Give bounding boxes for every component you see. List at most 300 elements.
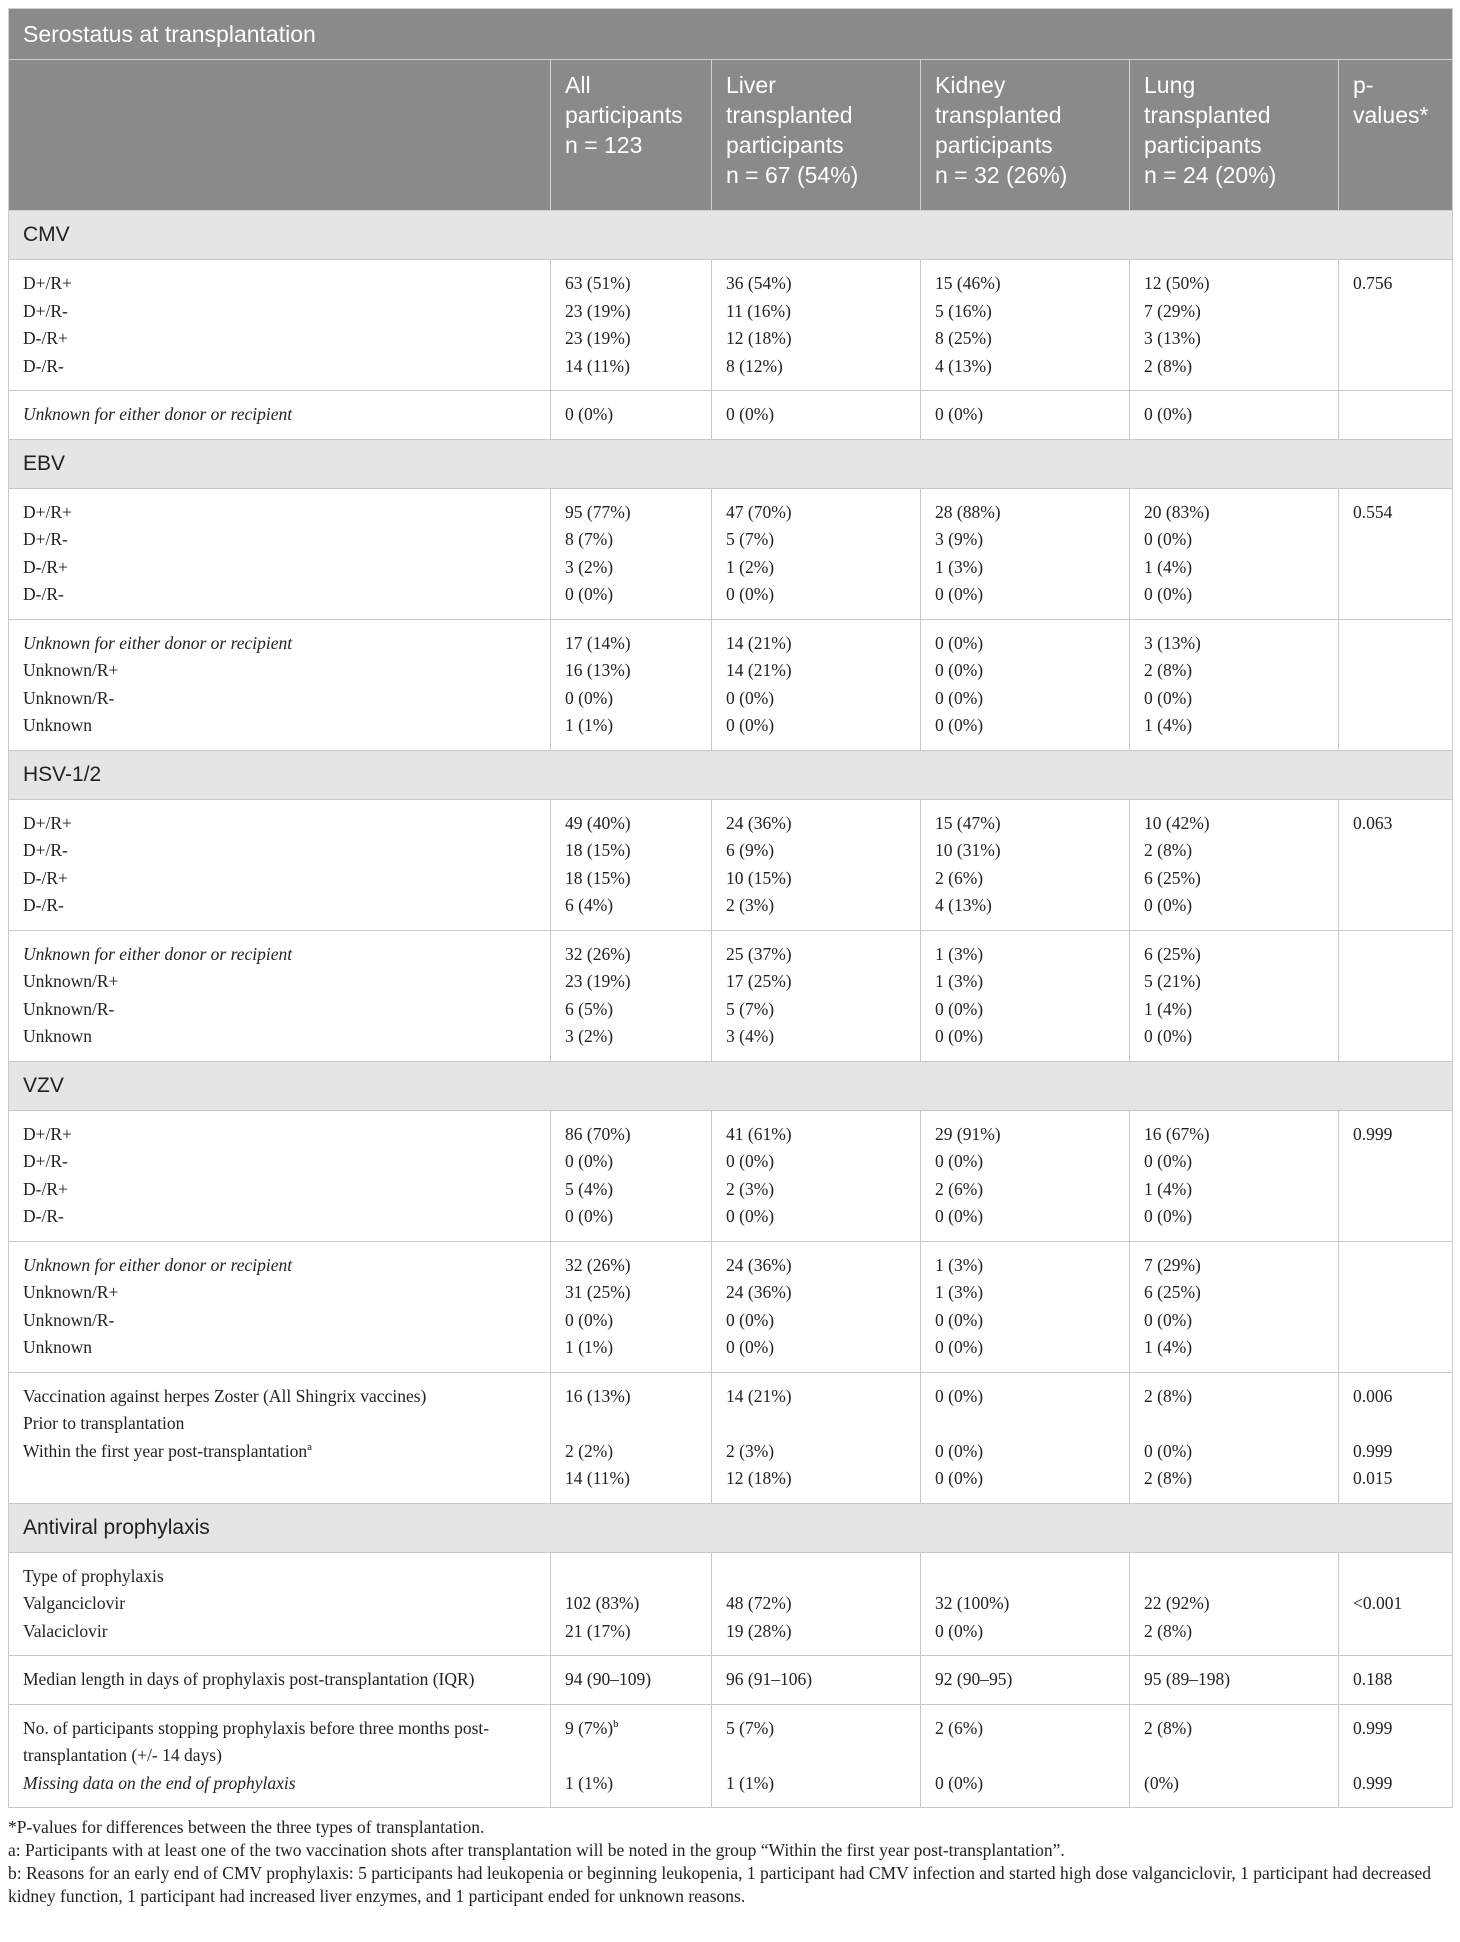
- cell-line: 1 (4%): [1144, 1337, 1193, 1357]
- cell-line: 28 (88%): [935, 501, 1001, 522]
- header-p-values: [1339, 60, 1453, 211]
- cell-line: 95 (77%): [565, 501, 631, 522]
- cmv-unknown-p: [1339, 391, 1453, 440]
- cell-line: [1353, 1618, 1438, 1646]
- hsv-unknown-labels: [9, 930, 551, 1061]
- cell-line: [726, 1563, 906, 1591]
- vzv-unknown-p: [1339, 1241, 1453, 1372]
- cell-line: 5 (21%): [1144, 971, 1201, 991]
- cell-line: 0 (0%): [935, 1772, 984, 1793]
- cell-line: 0 (0%): [565, 1309, 614, 1330]
- hsv-all: [551, 799, 712, 930]
- cell-line: 0.006: [1353, 1385, 1393, 1406]
- cell-line: 0 (0%): [935, 1385, 984, 1406]
- cell-line: 18 (15%): [565, 867, 631, 888]
- cell-line: 0 (0%): [1144, 1309, 1193, 1330]
- cell-line: D+/R+: [23, 273, 72, 293]
- vaccination-prior-label: Prior to transplantation: [23, 1413, 185, 1433]
- table-row: [9, 488, 1453, 619]
- cell-line: 24 (36%): [726, 1282, 792, 1302]
- cell-line: 32 (26%): [565, 943, 631, 964]
- cell-line: 102 (83%): [565, 1593, 640, 1613]
- cell-line: D-/R-: [23, 584, 64, 604]
- cell-line: 6 (25%): [1144, 1282, 1201, 1302]
- cell-line: 0 (0%): [935, 687, 984, 708]
- cell-line: 1 (3%): [935, 971, 984, 991]
- vzv-unknown-liver: [712, 1241, 921, 1372]
- hsv-unknown-p: [1339, 930, 1453, 1061]
- cell-line: D-/R+: [23, 1178, 68, 1199]
- vzv-unknown-kidney: [921, 1241, 1130, 1372]
- ebv-kidney: [921, 488, 1130, 619]
- hsv-unknown-liver: [712, 930, 921, 1061]
- cell-line: participants: [565, 102, 683, 128]
- cell-line: D+/R-: [23, 300, 68, 321]
- cell-line: Type of prophylaxis: [23, 1565, 164, 1586]
- cell-line: 12 (18%): [726, 328, 792, 348]
- cell-line: 49 (40%): [565, 812, 631, 833]
- cell-line: 0.999: [1353, 1772, 1393, 1793]
- cell-line: Unknown/R-: [23, 998, 115, 1019]
- cell-line: D-/R+: [23, 328, 68, 348]
- cell-line: 0 (0%): [1144, 584, 1193, 604]
- cmv-liver: [712, 260, 921, 391]
- cell-line: 16 (67%): [1144, 1123, 1210, 1144]
- cell-line: Unknown/R+: [23, 660, 119, 680]
- cell-line: 3 (13%): [1144, 632, 1201, 653]
- table-container: [8, 8, 1452, 1908]
- vaccination-label: Vaccination against herpes Zoster (All Shingrix vaccines): [23, 1385, 427, 1406]
- median-length-p: 0.188: [1339, 1656, 1453, 1705]
- cell-line: 0.999: [1353, 1717, 1393, 1738]
- cell-line: 0 (0%): [726, 1151, 775, 1171]
- cell-line: 2 (8%): [1144, 1620, 1193, 1641]
- cmv-unknown-all: 0 (0%): [551, 391, 712, 440]
- cell-line: D-/R+: [23, 867, 68, 888]
- table-row: [9, 619, 1453, 750]
- cell-line: D-/R+: [23, 556, 68, 577]
- cell-line: 1 (1%): [565, 715, 614, 735]
- ebv-labels: [9, 488, 551, 619]
- stopping-p: [1339, 1704, 1453, 1808]
- cell-line: 8 (12%): [726, 355, 783, 376]
- cell-gap: [565, 1410, 697, 1438]
- missing-all-value: 1 (1%): [565, 1772, 614, 1793]
- cell-line: Lung: [1144, 72, 1196, 98]
- hsv-p: [1339, 799, 1453, 930]
- cell-line: 25 (37%): [726, 943, 792, 964]
- cmv-all: [551, 260, 712, 391]
- cell-line: 2 (3%): [726, 1178, 775, 1199]
- vzv-kidney: [921, 1110, 1130, 1241]
- cell-line: n = 24 (20%): [1144, 162, 1277, 188]
- vaccination-all: [551, 1372, 712, 1503]
- cell-line: 8 (25%): [935, 328, 992, 348]
- cell-line: 14 (21%): [726, 1385, 792, 1406]
- section-cmv: CMV: [9, 211, 1453, 260]
- prophylaxis-type-lung: [1130, 1552, 1339, 1656]
- cell-line: Unknown/R-: [23, 687, 115, 708]
- table-row: [9, 1656, 1453, 1705]
- table-row: [9, 1552, 1453, 1656]
- vaccination-kidney: [921, 1372, 1130, 1503]
- hsv-unknown-kidney: [921, 930, 1130, 1061]
- cell-line: 0 (0%): [935, 632, 984, 653]
- cell-line: 1 (4%): [1144, 556, 1193, 577]
- header-all-participants: [551, 60, 712, 211]
- cell-line: 63 (51%): [565, 273, 631, 293]
- cell-line: 15 (46%): [935, 273, 1001, 293]
- cell-line: Unknown for either donor or recipient: [23, 1254, 293, 1275]
- footnote-pvalues: *P-values for differences between the three types of transplantation.: [8, 1817, 485, 1837]
- cell-line: Valaciclovir: [23, 1620, 108, 1641]
- table-row: [9, 1241, 1453, 1372]
- cell-line: 16 (13%): [565, 660, 631, 680]
- stopping-all-value: [565, 1715, 697, 1743]
- footnote-b: b: Reasons for an early end of CMV prophylaxis: 5 participants had leukopenia or beginning leukopenia, 1 participant had CMV infection and started high dose valganciclovir, 1 participant had decreased kidney function, 1 participant had increased liver enzymes, and 1 participant ended for unknown reasons.: [8, 1863, 1432, 1906]
- cell-line: 36 (54%): [726, 273, 792, 293]
- cell-line: 17 (25%): [726, 971, 792, 991]
- stopping-kidney: [921, 1704, 1130, 1808]
- vzv-p: [1339, 1110, 1453, 1241]
- cell-line: 10 (31%): [935, 840, 1001, 860]
- cell-line: 23 (19%): [565, 971, 631, 991]
- prophylaxis-type-labels: [9, 1552, 551, 1656]
- cell-line: 0 (0%): [935, 1309, 984, 1330]
- cell-line: 0 (0%): [935, 660, 984, 680]
- cell-gap: [1144, 1742, 1324, 1770]
- ebv-unknown-all: [551, 619, 712, 750]
- cell-line: D+/R-: [23, 529, 68, 549]
- cell-line: 0 (0%): [726, 1337, 775, 1357]
- cell-line: 0 (0%): [935, 1151, 984, 1171]
- table-title: Serostatus at transplantation: [9, 9, 1453, 60]
- cell-line: 5 (16%): [935, 300, 992, 321]
- cell-line: 1 (4%): [1144, 1178, 1193, 1199]
- stopping-labels: [9, 1704, 551, 1808]
- hsv-liver: [712, 799, 921, 930]
- cell-line: 5 (7%): [726, 998, 775, 1019]
- cell-gap: [935, 1410, 1115, 1438]
- cell-line: Unknown for either donor or recipient: [23, 943, 293, 964]
- cell-line: 0 (0%): [935, 1440, 984, 1461]
- cell-line: 2 (8%): [1144, 1385, 1193, 1406]
- vaccination-p: [1339, 1372, 1453, 1503]
- vzv-labels: [9, 1110, 551, 1241]
- cmv-unknown-label: Unknown for either donor or recipient: [9, 391, 551, 440]
- cell-line: 2 (8%): [1144, 840, 1193, 860]
- cell-line: D+/R-: [23, 840, 68, 860]
- cell-line: 0 (0%): [726, 687, 775, 708]
- ebv-all: [551, 488, 712, 619]
- header-kidney: [921, 60, 1130, 211]
- cell-line: participants: [726, 132, 844, 158]
- cell-line: 0 (0%): [565, 584, 614, 604]
- cell-line: 1 (1%): [726, 1772, 775, 1793]
- cell-line: 14 (11%): [565, 1468, 630, 1488]
- cell-line: 14 (21%): [726, 660, 792, 680]
- median-length-kidney: 92 (90–95): [921, 1656, 1130, 1705]
- cell-line: 0 (0%): [565, 1206, 614, 1226]
- footnote-a: a: Participants with at least one of the two vaccination shots after transplantation will be noted in the group “Within the first year post-transplantation”.: [8, 1840, 1065, 1860]
- cmv-p: [1339, 260, 1453, 391]
- table-row: [9, 391, 1453, 440]
- cell-line: 24 (36%): [726, 812, 792, 833]
- cell-line: 1 (3%): [935, 943, 984, 964]
- table-row: [9, 1110, 1453, 1241]
- cell-line: Unknown/R+: [23, 971, 119, 991]
- cell-line: 6 (25%): [1144, 943, 1201, 964]
- cell-line: 1 (3%): [935, 1282, 984, 1302]
- cell-line: 3 (9%): [935, 529, 984, 549]
- cell-gap: [1144, 1410, 1324, 1438]
- cell-line: 48 (72%): [726, 1593, 792, 1613]
- cell-line: 19 (28%): [726, 1620, 792, 1641]
- prophylaxis-type-liver: [712, 1552, 921, 1656]
- cell-line: D-/R-: [23, 895, 64, 915]
- cell-line: 1 (3%): [935, 1254, 984, 1275]
- median-length-lung: 95 (89–198): [1130, 1656, 1339, 1705]
- cell-line: 1 (4%): [1144, 998, 1193, 1019]
- cell-line: 7 (29%): [1144, 300, 1201, 321]
- cell-line: 0.554: [1353, 501, 1393, 522]
- cell-line: 14 (21%): [726, 632, 792, 653]
- cell-line: 47 (70%): [726, 501, 792, 522]
- vzv-unknown-all: [551, 1241, 712, 1372]
- cell-line: p-: [1353, 72, 1374, 98]
- hsv-kidney: [921, 799, 1130, 930]
- cell-line: 0 (0%): [1144, 1440, 1193, 1461]
- cell-line: 6 (5%): [565, 998, 614, 1019]
- cell-line: 2 (8%): [1144, 1468, 1193, 1488]
- prophylaxis-type-all: [551, 1552, 712, 1656]
- stopping-lung: [1130, 1704, 1339, 1808]
- cell-line: transplanted: [726, 102, 853, 128]
- cell-line: 10 (15%): [726, 867, 792, 888]
- cell-line: 41 (61%): [726, 1123, 792, 1144]
- ebv-liver: [712, 488, 921, 619]
- cell-line: Unknown: [23, 715, 93, 735]
- cell-line: 0 (0%): [935, 1620, 984, 1641]
- median-length-liver: 96 (91–106): [712, 1656, 921, 1705]
- cell-line: 0 (0%): [935, 998, 984, 1019]
- cell-line: 32 (100%): [935, 1593, 1010, 1613]
- cell-line: 0 (0%): [726, 584, 775, 604]
- vaccination-within-text: Within the first year post-transplantation: [23, 1440, 308, 1461]
- cell-line: Kidney: [935, 72, 1006, 98]
- cell-line: participants: [935, 132, 1053, 158]
- cell-line: 0 (0%): [1144, 529, 1193, 549]
- vaccination-liver: [712, 1372, 921, 1503]
- cmv-unknown-lung: 0 (0%): [1130, 391, 1339, 440]
- cell-line: 2 (3%): [726, 895, 775, 915]
- cell-line: 0.015: [1353, 1468, 1393, 1488]
- cell-line: 2 (8%): [1144, 355, 1193, 376]
- vzv-unknown-labels: [9, 1241, 551, 1372]
- cell-line: Unknown: [23, 1026, 93, 1046]
- section-hsv: HSV-1/2: [9, 750, 1453, 799]
- cmv-unknown-liver: 0 (0%): [712, 391, 921, 440]
- cell-line: Unknown: [23, 1337, 93, 1357]
- table-row: [9, 799, 1453, 930]
- cell-line: 0 (0%): [1144, 895, 1193, 915]
- cell-line: 8 (7%): [565, 529, 614, 549]
- cell-line: 4 (13%): [935, 895, 992, 915]
- cell-line: transplanted: [935, 102, 1062, 128]
- cell-line: 14 (11%): [565, 355, 630, 376]
- stopping-label: No. of participants stopping prophylaxis before three months post-transplantation (+/- 14 days): [23, 1717, 490, 1765]
- cell-line: 2 (6%): [935, 867, 984, 888]
- cell-line: [565, 1563, 697, 1591]
- hsv-unknown-all: [551, 930, 712, 1061]
- prophylaxis-type-p: [1339, 1552, 1453, 1656]
- header-liver: [712, 60, 921, 211]
- cell-line: (0%): [1144, 1772, 1179, 1793]
- footnotes: [8, 1816, 1452, 1908]
- ebv-unknown-labels: [9, 619, 551, 750]
- table-row: [9, 260, 1453, 391]
- cell-line: 0 (0%): [1144, 1151, 1193, 1171]
- cell-line: 16 (13%): [565, 1385, 631, 1406]
- cell-line: 2 (8%): [1144, 660, 1193, 680]
- cell-line: 2 (2%): [565, 1440, 614, 1461]
- cell-line: [1353, 1563, 1438, 1591]
- cell-line: 10 (42%): [1144, 812, 1210, 833]
- cell-line: 86 (70%): [565, 1123, 631, 1144]
- cell-line: 3 (4%): [726, 1026, 775, 1046]
- cell-line: D+/R+: [23, 1123, 72, 1144]
- serostatus-table: [8, 8, 1453, 1808]
- cell-line: Unknown/R-: [23, 1309, 115, 1330]
- cell-line: 1 (3%): [935, 556, 984, 577]
- median-length-all: 94 (90–109): [551, 1656, 712, 1705]
- table-row: [9, 1704, 1453, 1808]
- cell-line: 23 (19%): [565, 328, 631, 348]
- hsv-unknown-lung: [1130, 930, 1339, 1061]
- ebv-unknown-lung: [1130, 619, 1339, 750]
- cell-line: 2 (3%): [726, 1440, 775, 1461]
- cell-line: 0 (0%): [1144, 687, 1193, 708]
- cell-line: 3 (2%): [565, 1026, 614, 1046]
- cell-line: Unknown for either donor or recipient: [23, 632, 293, 653]
- vaccination-labels: [9, 1372, 551, 1503]
- cell-line: <0.001: [1353, 1593, 1403, 1613]
- cell-line: 24 (36%): [726, 1254, 792, 1275]
- cell-line: 1 (4%): [1144, 715, 1193, 735]
- vaccination-lung: [1130, 1372, 1339, 1503]
- footnote-b-marker: b: [613, 1717, 619, 1730]
- cell-line: 0.999: [1353, 1440, 1393, 1461]
- cell-gap: [726, 1742, 906, 1770]
- cell-line: 0.063: [1353, 812, 1393, 833]
- cell-line: 0 (0%): [935, 1206, 984, 1226]
- cell-line: 31 (25%): [565, 1282, 631, 1302]
- hsv-lung: [1130, 799, 1339, 930]
- cell-line: 3 (13%): [1144, 328, 1201, 348]
- cell-line: 12 (18%): [726, 1468, 792, 1488]
- cell-line: 0 (0%): [935, 584, 984, 604]
- cell-line: D+/R+: [23, 812, 72, 833]
- cell-line: 5 (7%): [726, 529, 775, 549]
- cell-line: Unknown/R+: [23, 1282, 119, 1302]
- cell-line: 1 (2%): [726, 556, 775, 577]
- hsv-labels: [9, 799, 551, 930]
- ebv-unknown-liver: [712, 619, 921, 750]
- cell-line: 6 (9%): [726, 840, 775, 860]
- cell-line: 29 (91%): [935, 1123, 1001, 1144]
- cell-line: 2 (8%): [1144, 1717, 1193, 1738]
- cell-line: values*: [1353, 102, 1429, 128]
- ebv-unknown-p: [1339, 619, 1453, 750]
- cell-line: 15 (47%): [935, 812, 1001, 833]
- cmv-unknown-kidney: 0 (0%): [921, 391, 1130, 440]
- cell-line: 0 (0%): [935, 715, 984, 735]
- cell-gap: [726, 1410, 906, 1438]
- cell-line: n = 32 (26%): [935, 162, 1068, 188]
- cell-line: 23 (19%): [565, 300, 631, 321]
- cell-line: 0 (0%): [935, 1337, 984, 1357]
- cell-line: transplanted: [1144, 102, 1271, 128]
- stopping-liver: [712, 1704, 921, 1808]
- cell-line: 11 (16%): [726, 300, 791, 321]
- cell-line: D+/R-: [23, 1151, 68, 1171]
- cell-line: D-/R-: [23, 1206, 64, 1226]
- stopping-all: [551, 1704, 712, 1808]
- section-ebv: EBV: [9, 439, 1453, 488]
- cell-line: 7 (29%): [1144, 1254, 1201, 1275]
- cell-line: 0 (0%): [1144, 1206, 1193, 1226]
- stopping-all-text: 9 (7%): [565, 1717, 614, 1738]
- table-row: [9, 930, 1453, 1061]
- cell-line: 4 (13%): [935, 355, 992, 376]
- cell-line: 17 (14%): [565, 632, 631, 653]
- section-antiviral: Antiviral prophylaxis: [9, 1503, 1453, 1552]
- ebv-unknown-kidney: [921, 619, 1130, 750]
- cell-line: 5 (7%): [726, 1717, 775, 1738]
- cell-line: 20 (83%): [1144, 501, 1210, 522]
- cell-line: 21 (17%): [565, 1620, 631, 1641]
- cell-line: 0.756: [1353, 273, 1393, 293]
- section-vzv: VZV: [9, 1061, 1453, 1110]
- vzv-liver: [712, 1110, 921, 1241]
- header-lung: [1130, 60, 1339, 211]
- cell-line: 0 (0%): [726, 1206, 775, 1226]
- cell-line: 0 (0%): [726, 1309, 775, 1330]
- cell-line: 2 (6%): [935, 1717, 984, 1738]
- cell-line: 6 (25%): [1144, 867, 1201, 888]
- cell-line: 5 (4%): [565, 1178, 614, 1199]
- cell-line: 0 (0%): [935, 1468, 984, 1488]
- cell-line: D-/R-: [23, 355, 64, 376]
- cell-line: n = 123: [565, 132, 643, 158]
- cell-line: participants: [1144, 132, 1262, 158]
- cell-line: [935, 1563, 1115, 1591]
- cell-line: n = 67 (54%): [726, 162, 859, 188]
- cell-line: 18 (15%): [565, 840, 631, 860]
- cell-line: Valganciclovir: [23, 1593, 126, 1613]
- cell-line: 0 (0%): [1144, 1026, 1193, 1046]
- cell-line: 1 (1%): [565, 1337, 614, 1357]
- cell-line: 6 (4%): [565, 895, 614, 915]
- cell-line: Liver: [726, 72, 776, 98]
- vzv-lung: [1130, 1110, 1339, 1241]
- cell-line: 0 (0%): [565, 1151, 614, 1171]
- cell-line: 32 (26%): [565, 1254, 631, 1275]
- cell-line: 22 (92%): [1144, 1593, 1210, 1613]
- cell-line: 2 (6%): [935, 1178, 984, 1199]
- footnote-a-marker: a: [307, 1440, 312, 1453]
- cell-line: 0 (0%): [935, 1026, 984, 1046]
